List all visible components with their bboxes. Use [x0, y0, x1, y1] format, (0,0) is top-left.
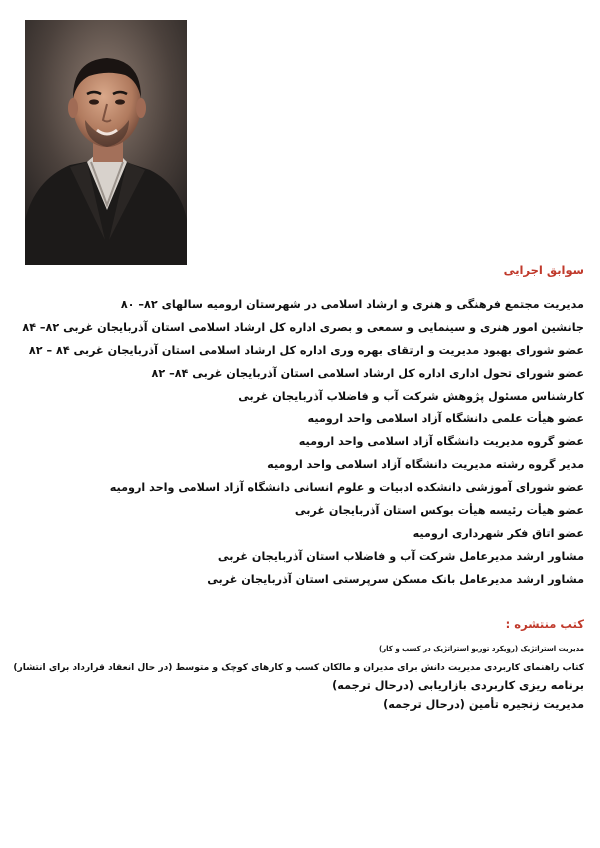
- list-item: مشاور ارشد مدیرعامل شرکت آب و فاضلاب استان آذربایجان غربی: [217, 549, 584, 563]
- list-item: عضو گروه مدیریت دانشگاه آزاد اسلامی واحد ارومیه: [298, 435, 584, 449]
- list-item: عضو شورای بهبود مدیریت و ارتقای بهره وری اداره کل ارشاد اسلامی استان آذربایجان غربی ۸۴ – ۸۲: [28, 343, 584, 357]
- executive-list: [22, 294, 584, 592]
- list-item: برنامه ریزی کاربردی بازاریابی (درحال ترجمه): [332, 679, 584, 693]
- list-item: مشاور ارشد مدیرعامل بانک مسکن سرپرستی استان آذربایجان غربی: [207, 572, 584, 586]
- list-item: مدیریت مجتمع فرهنگی و هنری و ارشاد اسلامی در شهرستان ارومیه سالهای ۸۲– ۸۰: [120, 298, 584, 311]
- books-section-title: کتب منتشره :: [505, 617, 584, 631]
- list-item: عضو هیأت علمی دانشگاه آزاد اسلامی واحد ارومیه: [307, 412, 584, 426]
- list-item: عضو هیأت رئیسه هیأت بوکس استان آذربایجان غربی: [294, 504, 584, 518]
- list-item: مدیریت زنجیره تأمین (درحال ترجمه): [383, 698, 584, 712]
- list-item: عضو شورای تحول اداری اداره کل ارشاد اسلامی استان آذربایجان غربی ۸۴– ۸۲: [151, 366, 584, 380]
- list-item: مدیر گروه رشته مدیریت دانشگاه آزاد اسلامی واحد ارومیه: [267, 458, 584, 472]
- profile-photo: [25, 20, 187, 265]
- list-item: کتاب راهنمای کاربردی مدیریت دانش برای مدیران و مالکان کسب و کارهای کوچک و متوسط (در حال انعقاد قرارداد برای انتشار): [13, 662, 584, 673]
- list-item: عضو اتاق فکر شهرداری ارومیه: [412, 526, 584, 540]
- list-item: جانشین امور هنری و سینمایی و سمعی و بصری اداره کل ارشاد اسلامی استان آذربایجان غربی ۸۲– ۸۴: [22, 320, 584, 334]
- list-item: عضو شورای آموزشی دانشکده ادبیات و علوم انسانی دانشگاه آزاد اسلامی واحد ارومیه: [109, 481, 584, 495]
- list-item: کارشناس مسئول پژوهش شرکت آب و فاضلاب آذربایجان غربی: [238, 389, 584, 403]
- executive-section-title: سوابق اجرایی: [503, 263, 584, 277]
- list-item: مدیریت استراتژیک (رویکرد توربو استراتژیک در کسب و کار): [378, 645, 584, 653]
- books-list: [13, 640, 584, 715]
- portrait-image: [25, 20, 187, 265]
